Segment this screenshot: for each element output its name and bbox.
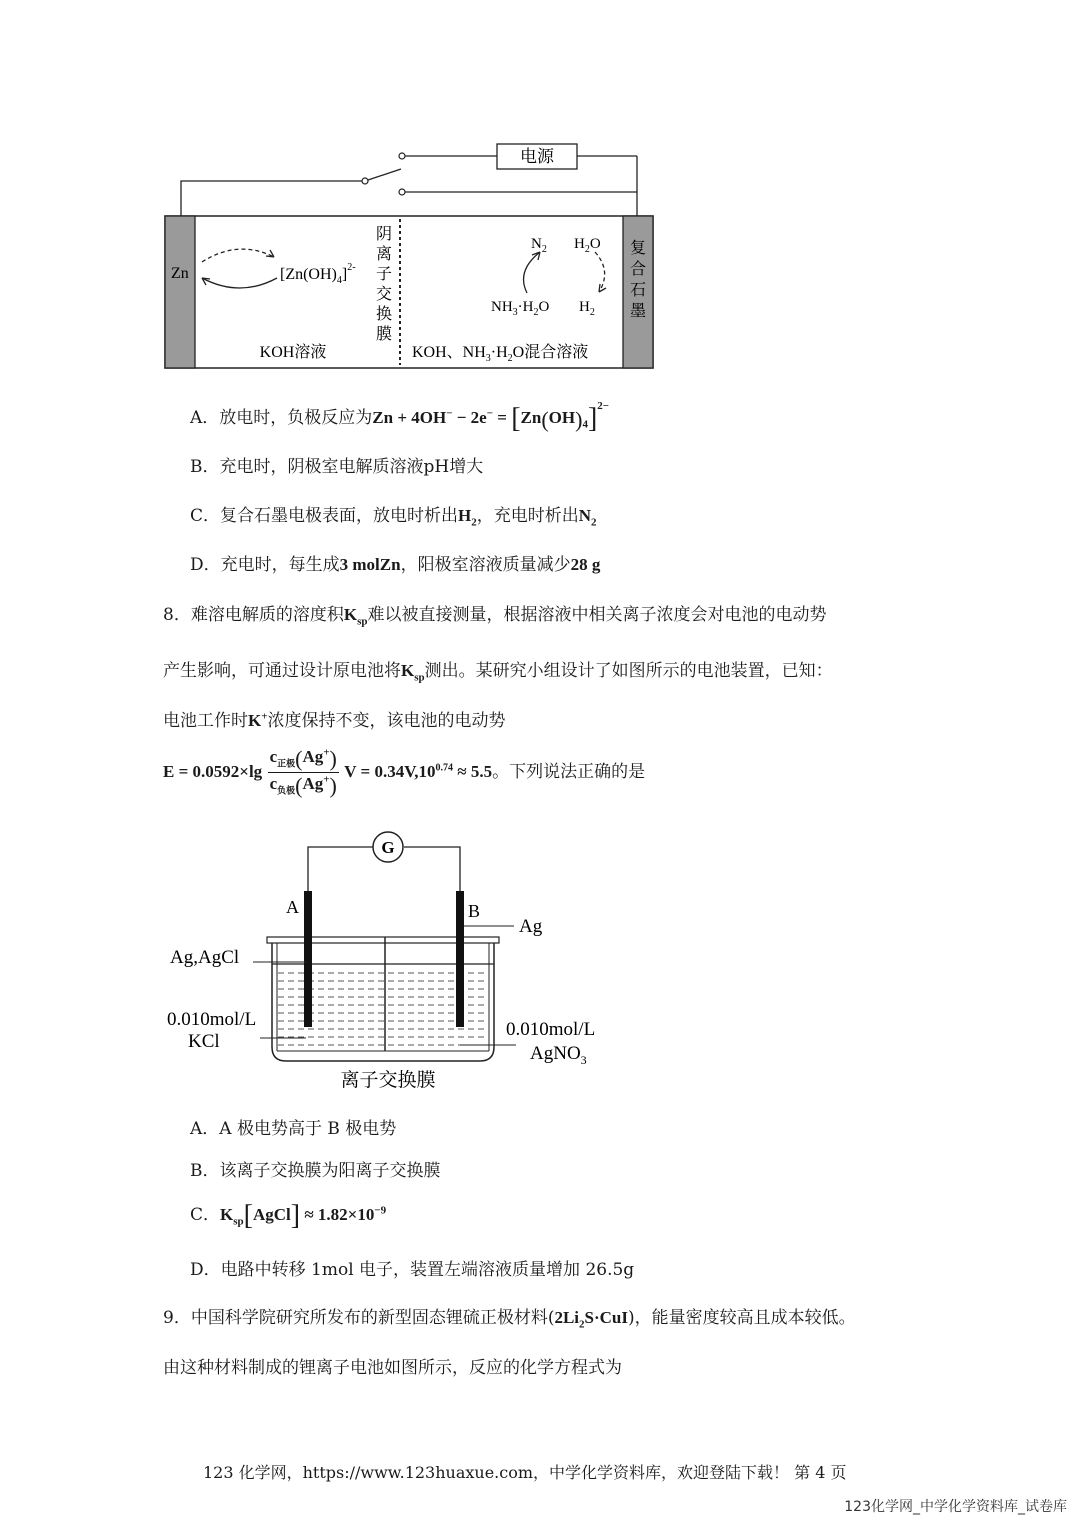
h2-label: $H_2$ — [579, 299, 595, 318]
svg-text:膜: 膜 — [375, 326, 393, 343]
svg-text:交: 交 — [375, 286, 393, 303]
page-footer: 123 化学网，https://www.123huaxue.com，中学化学资料库，欢迎登陆下载！ 第 4 页 — [203, 1463, 847, 1482]
left-solution-label: KOH溶液 — [259, 344, 327, 361]
q8-line-3: 电池工作时K+浓度保持不变，该电池的电动势 — [163, 710, 506, 731]
h2o-label: $H_2O$ — [574, 236, 601, 255]
kcl-label: KCl — [188, 1031, 220, 1052]
q8-line-1: 8．难溶电解质的溶度积$K_{sp}$难以被直接测量，根据溶液中相关离子浓度会对电池的电动势 — [163, 605, 827, 628]
svg-text:合: 合 — [629, 261, 647, 278]
svg-text:复: 复 — [629, 240, 647, 257]
watermark: 123化学网_中学化学资料库_试卷库 — [844, 1499, 1067, 1515]
q8-option-a: A．A 极电势高于 B 极电势 — [190, 1119, 397, 1139]
electrode-a — [304, 891, 312, 1027]
zn-electrode — [165, 216, 195, 368]
power-source-label: 电源 — [520, 147, 554, 166]
electrode-b — [456, 891, 464, 1027]
svg-text:阴: 阴 — [375, 226, 393, 243]
svg-text:墨: 墨 — [629, 303, 647, 320]
q8-option-b: B．该离子交换膜为阳离子交换膜 — [190, 1161, 441, 1181]
q9-line-1: 9．中国科学院研究所发布的新型固态锂硫正极材料$(2Li_2S\cdot CuI)$，能量密度较高且成本较低。 — [163, 1308, 856, 1331]
silver-cell-diagram — [160, 825, 620, 1095]
right-solution-label: KOH、$NH_3\cdot H_2O$混合溶液 — [412, 344, 589, 364]
membrane-caption: 离子交换膜 — [340, 1070, 436, 1091]
q7-option-b: B．充电时，阴极室电解质溶液pH增大 — [190, 457, 484, 477]
q7-option-a: A．放电时，负极反应为$Zn + 4OH^- - 2e^- = [Zn(OH)_4]^{2-}$ — [190, 400, 610, 434]
svg-text:换: 换 — [375, 306, 393, 323]
kcl-concentration-label: 0.010mol/L — [167, 1009, 257, 1030]
svg-text:离: 离 — [375, 246, 393, 263]
zinc-battery-diagram — [150, 135, 670, 380]
ag-agcl-label: Ag,AgCl — [170, 947, 240, 968]
q8-option-d: D．电路中转移 1mol 电子，装置左端溶液质量增加 26.5g — [190, 1260, 635, 1280]
emf-fraction: $\frac{c_{正极}(Ag^+)}{c_{负极}(Ag^+)}$ — [269, 746, 337, 798]
n2-label: $N_2$ — [531, 236, 547, 255]
ag-label: Ag — [519, 916, 543, 937]
zn-label: Zn — [171, 265, 189, 282]
q9-line-2: 由这种材料制成的锂离子电池如图所示，反应的化学方程式为 — [163, 1358, 622, 1378]
nh3-h2o-label: $NH_3\cdot H_2O$ — [491, 299, 550, 318]
q8-option-c: C．$K_{sp}[AgCl] \approx 1.82\times 10^{-9}$ — [190, 1200, 387, 1231]
q8-emf-equation: E = 0.0592×lg $\frac{c_{正极}(Ag^+)}{c_{负极}(Ag^+)}$ $V = 0.34V,10^{0.74} \approx 5.5$。下列说法正确的是 — [163, 746, 646, 798]
galvanometer-label: G — [381, 838, 395, 857]
svg-text:子: 子 — [375, 266, 393, 283]
agno3-concentration-label: 0.010mol/L — [506, 1019, 596, 1040]
electrode-a-label: A — [286, 897, 299, 917]
zincate-label: $[Zn(OH)_4]^{2-}$ — [280, 262, 356, 286]
svg-text:石: 石 — [629, 282, 647, 299]
agno3-label: AgNO$_3$ — [530, 1043, 587, 1067]
q7-option-d: D．充电时，每生成3 molZn，阳极室溶液质量减少28 g — [190, 555, 601, 575]
q8-line-2: 产生影响，可通过设计原电池将$K_{sp}$测出。某研究小组设计了如图所示的电池装置，已知： — [163, 661, 833, 684]
q7-option-c: C．复合石墨电极表面，放电时析出$H_2$，充电时析出$N_2$ — [190, 506, 597, 529]
electrode-b-label: B — [468, 901, 481, 921]
